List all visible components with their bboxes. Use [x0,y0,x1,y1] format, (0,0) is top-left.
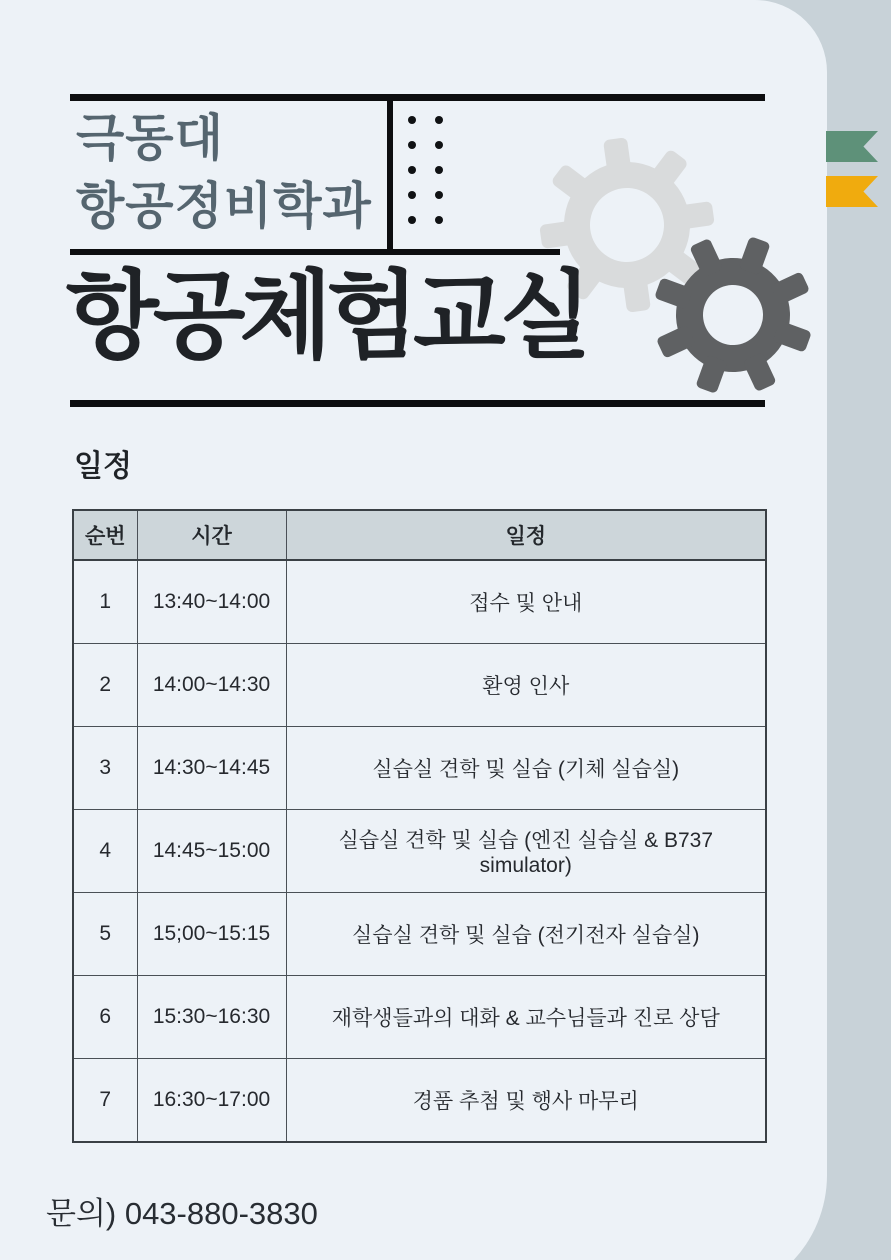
department-block [76,104,372,240]
row-time: 15:30~16:30 [137,976,286,1059]
header-vertical-divider [387,100,393,250]
dot [435,116,443,124]
row-no: 3 [73,727,137,810]
table-header-row [73,510,766,560]
table-row [73,727,766,810]
header-rule-top [70,94,765,101]
row-no: 1 [73,560,137,644]
row-event: 재학생들과의 대화 & 교수님들과 진로 상담 [286,976,766,1059]
schedule-section-title: 일정 [74,450,132,483]
dot [408,141,416,149]
column-header-time: 시간 [137,510,286,560]
poster-title: 항공체험교실 [66,263,587,370]
dot [408,216,416,224]
row-time: 16:30~17:00 [137,1059,286,1143]
schedule-table [72,509,767,1143]
dots-decoration [408,116,443,224]
column-header-no: 순번 [73,510,137,560]
dot [408,191,416,199]
row-no: 5 [73,893,137,976]
row-no: 2 [73,644,137,727]
row-time: 14:45~15:00 [137,810,286,893]
header-rule-mid [70,249,560,255]
row-time: 14:30~14:45 [137,727,286,810]
row-event: 경품 추첨 및 행사 마무리 [286,1059,766,1143]
university-name: 극동대 [76,110,224,166]
gear-dark-icon [649,231,817,399]
dot [435,141,443,149]
green-ribbon-flag [826,131,878,162]
row-event: 실습실 견학 및 실습 (엔진 실습실 & B737 simulator) [286,810,766,893]
row-event: 환영 인사 [286,644,766,727]
table-row [73,893,766,976]
dot [435,191,443,199]
dot [435,166,443,174]
dot [408,166,416,174]
table-row [73,810,766,893]
department-name: 항공정비학과 [76,178,372,234]
row-no: 7 [73,1059,137,1143]
row-time: 15;00~15:15 [137,893,286,976]
table-row [73,1059,766,1143]
dot [435,216,443,224]
contact-info: 문의) 043-880-3830 [46,1196,318,1231]
row-event: 실습실 견학 및 실습 (기체 실습실) [286,727,766,810]
dot [408,116,416,124]
title-rule-bottom [70,400,765,407]
column-header-event: 일정 [286,510,766,560]
row-no: 6 [73,976,137,1059]
row-no: 4 [73,810,137,893]
yellow-ribbon-flag [826,176,878,207]
row-event: 실습실 견학 및 실습 (전기전자 실습실) [286,893,766,976]
row-time: 13:40~14:00 [137,560,286,644]
row-time: 14:00~14:30 [137,644,286,727]
row-event: 접수 및 안내 [286,560,766,644]
table-row [73,976,766,1059]
table-row [73,560,766,644]
table-row [73,644,766,727]
